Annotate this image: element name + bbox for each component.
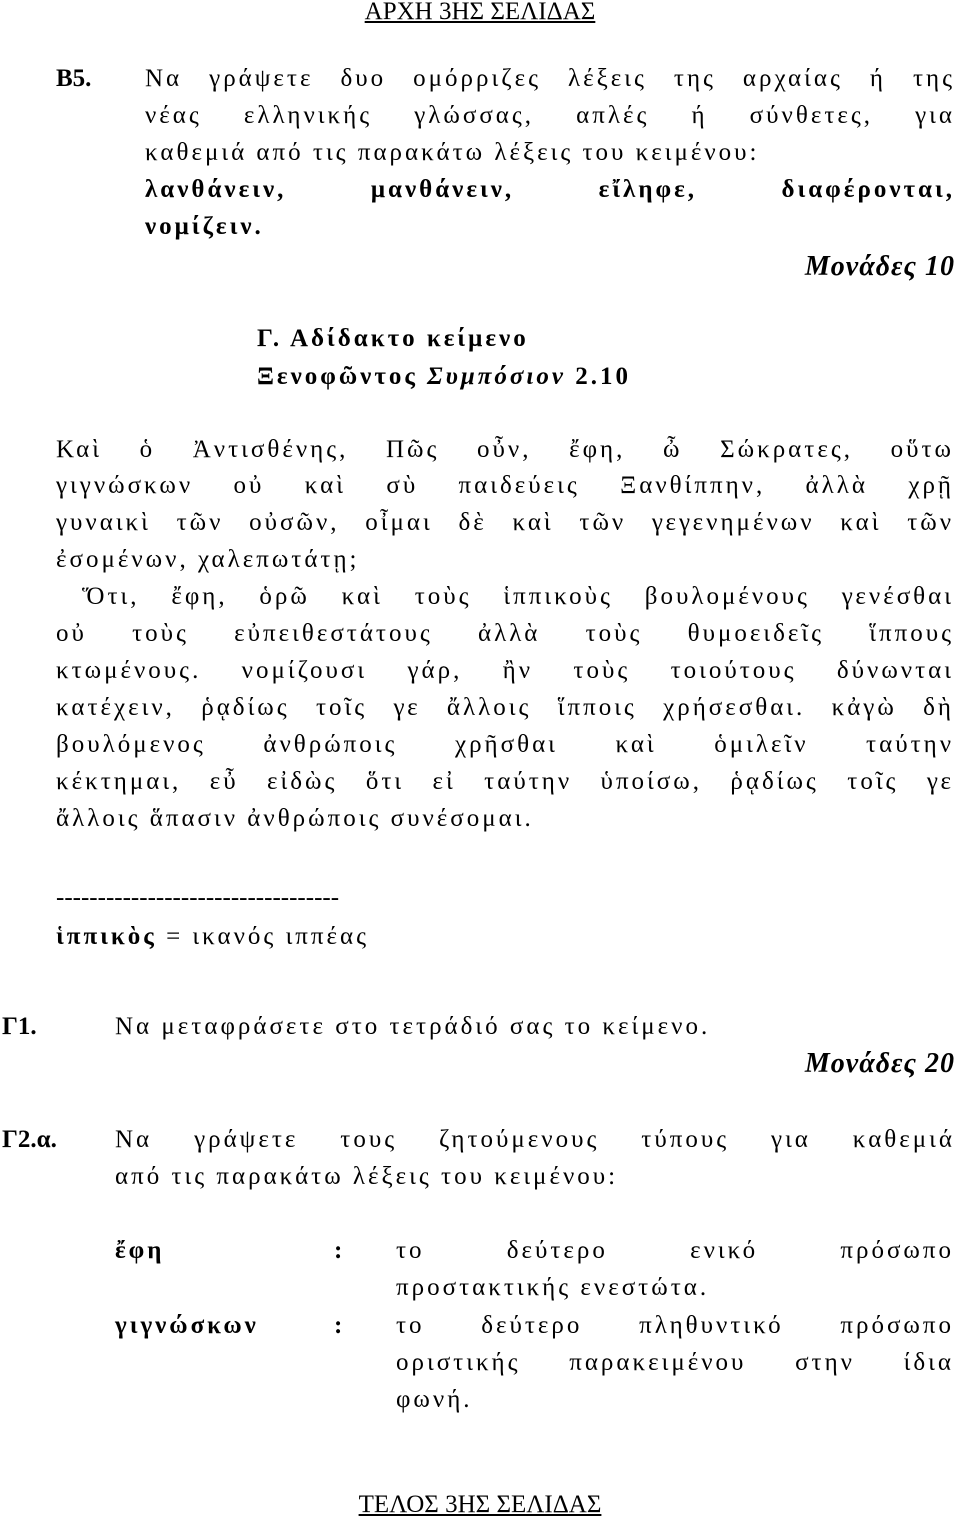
- b5-words-line: [145, 175, 955, 205]
- g2a-line-1: Να γράψετε τους ζητούμενους τύπους για καθεμιά: [115, 1126, 955, 1153]
- author-name: Ξενοφῶντος: [257, 363, 418, 390]
- page-header: ΑΡΧΗ 3ΗΣ ΣΕΛΙΔΑΣ: [364, 0, 596, 25]
- b5-word: λανθάνειν,: [145, 176, 287, 203]
- b5-line-3: καθεμιά από τις παρακάτω λέξεις του κειμένου:: [145, 139, 760, 166]
- b5-line-1: Να γράψετε δυο ομόρριζες λέξεις της αρχαίας ή της: [145, 65, 955, 92]
- section-g-title: Γ. Αδίδακτο κείμενο: [257, 325, 529, 352]
- passage-line: Ὅτι, ἔφη, ὁρῶ καὶ τοὺς ἱππικοὺς βουλομένους γενέσθαι: [82, 583, 954, 610]
- g2a-line-2: από τις παρακάτω λέξεις του κειμένου:: [115, 1163, 619, 1190]
- g2a-item-colon: :: [334, 1312, 343, 1339]
- g1-label: Γ1.: [2, 1013, 37, 1040]
- passage-line: κτωμένους. νομίζουσι γάρ, ἢν τοὺς τοιούτους δύνωνται: [56, 657, 954, 684]
- b5-word: διαφέρονται,: [781, 176, 955, 203]
- g2a-item-text: το δεύτερο ενικό πρόσωπο: [396, 1237, 954, 1264]
- page-footer: ΤΕΛΟΣ 3ΗΣ ΣΕΛΙΔΑΣ: [358, 1491, 602, 1518]
- b5-word-last: νομίζειν.: [145, 213, 264, 240]
- g2a-item-text: οριστικής παρακειμένου στην ίδια: [396, 1349, 954, 1376]
- work-title: Συμπόσιον: [427, 363, 566, 390]
- gloss-term: ἱππικὸς: [56, 923, 157, 950]
- passage-line: βουλόμενος ἀνθρώποις χρῆσθαι καὶ ὁμιλεῖν ταύτην: [56, 731, 954, 758]
- g2a-item-text: φωνή.: [396, 1386, 473, 1413]
- passage-line: οὐ τοὺς εὐπειθεστάτους ἀλλὰ τοὺς θυμοειδεῖς ἵππους: [56, 620, 954, 647]
- work-reference: 2.10: [575, 363, 631, 390]
- g2a-item-text: προστακτικής ενεστώτα.: [396, 1274, 710, 1301]
- section-g-source: [257, 362, 631, 392]
- b5-label: Β5.: [56, 65, 92, 92]
- passage-line: κατέχειν, ῥᾳδίως τοῖς γε ἄλλοις ἵπποις χρήσεσθαι. κἀγὼ δὴ: [56, 694, 954, 721]
- g2a-item-text: το δεύτερο πληθυντικό πρόσωπο: [396, 1312, 954, 1339]
- g2a-item-word: ἔφη: [115, 1237, 165, 1264]
- gloss-line: [56, 922, 369, 952]
- gloss-separator: ----------------------------------: [56, 884, 340, 911]
- g2a-item-colon: :: [334, 1237, 343, 1264]
- passage-line: Καὶ ὁ Ἀντισθένης, Πῶς οὖν, ἔφη, ὦ Σώκρατες, οὕτω: [56, 436, 954, 463]
- passage-line: ἐσομένων, χαλεπωτάτῃ;: [56, 546, 360, 573]
- g1-points: Μονάδες 20: [804, 1048, 955, 1079]
- b5-word: εἴληφε,: [598, 176, 698, 203]
- passage-line: ἄλλοις ἅπασιν ἀνθρώποις συνέσομαι.: [56, 805, 534, 832]
- g2a-item-word: γιγνώσκων: [115, 1312, 259, 1339]
- passage-line: γιγνώσκων οὐ καὶ σὺ παιδεύεις Ξανθίππην, ἀλλὰ χρῇ: [56, 472, 954, 499]
- g2a-label: Γ2.α.: [2, 1126, 57, 1153]
- passage-line: γυναικὶ τῶν οὐσῶν, οἶμαι δὲ καὶ τῶν γεγενημένων καὶ τῶν: [56, 509, 954, 536]
- b5-line-2: νέας ελληνικής γλώσσας, απλές ή σύνθετες, για: [145, 102, 955, 129]
- g1-text: Να μεταφράσετε στο τετράδιό σας το κείμενο.: [115, 1013, 711, 1040]
- gloss-definition: = ικανός ιππέας: [166, 923, 370, 950]
- b5-word: μανθάνειν,: [370, 176, 515, 203]
- b5-points: Μονάδες 10: [804, 251, 955, 282]
- passage-line: κέκτημαι, εὖ εἰδὼς ὅτι εἰ ταύτην ὑποίσω, ῥᾳδίως τοῖς γε: [56, 768, 954, 795]
